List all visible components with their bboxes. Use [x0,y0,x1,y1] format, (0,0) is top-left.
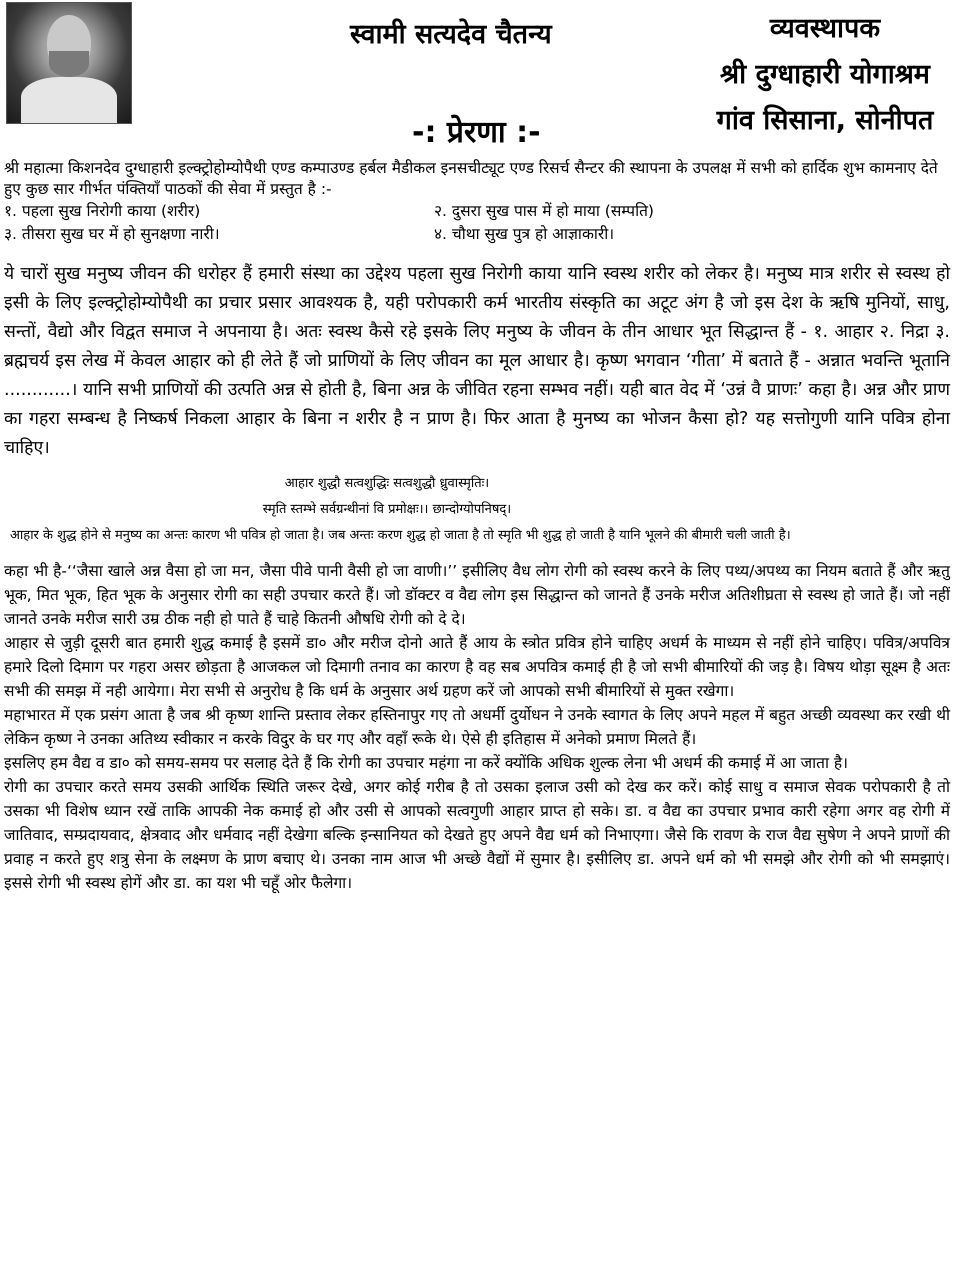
sukh-item-1: १. पहला सुख निरोगी काया (शरीर) [4,202,201,220]
article-body [4,158,950,895]
sukh-item-2: २. दुसरा सुख पास में हो माया (सम्पति) [434,202,654,220]
swami-name-title: स्वामी सत्यदेव चैतन्य [350,19,552,50]
portrait-beard [49,51,89,77]
manager-label: व्यवस्थापक [769,13,881,44]
ashram-location: गांव सिसाना, सोनीपत [716,105,934,136]
prerna-heading: -: प्रेरणा :- [412,115,541,150]
paragraph-3: महाभारत में एक प्रसंग आता है जब श्री कृष्ण शान्ति प्रस्ताव लेकर हस्तिनापुर गए तो अधर्मी दुर्योधन ने उनके स्वागत के लिए अपने महल में बहुत अच्छी व्यवस्था कर रखी थी लेकिन कृष्ण ने उनका अतिथ्य स्वीकार न करके विदुर के घर गए और वहाँ रूके थे। ऐसे ही इतिहास में अनेको प्रमाण मिलते हैं। [4,706,950,748]
sanskrit-verses [4,471,950,523]
body-paragraphs [4,559,950,895]
portrait-photo [6,2,132,124]
verse-line-2: स्मृति स्तम्भे सर्वग्रन्थीनां वि प्रमोक्षः।। छान्दोग्योपनिषद्। [262,502,512,517]
ashram-name: श्री दुग्धाहारी योगाश्रम [720,59,930,90]
sukh-item-4: ४. चौथा सुख पुत्र हो आज्ञाकारी। [434,225,615,243]
four-sukh-list [4,200,950,246]
sukh-item-3: ३. तीसरा सुख घर में हो सुनक्षणा नारी। [4,225,220,243]
paragraph-4: इसलिए हम वैद्य व डा० को समय-समय पर सलाह देते हैं कि रोगी का उपचार महंगा ना करें क्योंकि अधिक शुल्क लेना भी अधर्म की कमाई में आ जाता है। [4,754,849,772]
paragraph-1: कहा भी है-‘‘जैसा खाले अन्न वैसा हो जा मन, जैसा पीवे पानी वैसी हो जा वाणी।’’ इसीलिए वैध लोग रोगी को स्वस्थ करने के लिए पथ्य/अपथ्य का नियम बताते हैं और ऋतु भूक, मित भूक, हित भूक के अनुसार रोगी का सही उपचार करते हैं। जो डॉक्टर व वैद्य लोग इस सिद्धान्त को जानते हैं उनके मरीज अतिशीघ्रता से स्वस्थ हो जाते हैं। जो नहीं जानते उनके मरीज सारी उम्र ठीक नही हो पाते हैं चाहे कितनी औषधि रोगी को दे दे। [4,562,950,628]
manager-block [700,6,950,144]
verse-line-1: आहार शुद्धौ सत्वशुद्धिः सत्वशुद्धौ ध्रुवास्मृतिः। [284,476,490,491]
paragraph-5: रोगी का उपचार करते समय उसकी आर्थिक स्थिति जरूर देखे, अगर कोई गरीब है तो उसका इलाज उसी को देख कर करें। कोई साधु व समाज सेवक परोपकारी है तो उसका भी विशेष ध्यान रखें ताकि आपकी नेक कमाई हो और उसी से आपको सत्वगुणी आहार प्राप्त हो सके। डा. व वैद्य का उपचार प्रभाव कारी रहेगा अगर वह रोगी में जातिवाद, सम्प्रदायवाद, क्षेत्रवाद और धर्मवाद नहीं देखेगा बल्कि इन्सानियत को देखते हुए अपने वैद्य धर्म को निभाएगा। जैसे कि रावण के राज वैद्य सुषेण ने अपने प्राणों की प्रवाह न करते हुए शत्रु सेना के लक्ष्मण के प्राण बचाए थे। उनका नाम आज भी अच्छे वैद्यों में सुमार है। इसीलिए डा. अपने धर्म को भी समझे और रोगी को भी समझाएं। इससे रोगी भी स्वस्थ होगें और डा. का यश भी चहूँ ओर फैलेगा। [4,778,950,892]
paragraph-2: आहार से जुड़ी दूसरी बात हमारी शुद्ध कमाई है इसमें डा० और मरीज दोनो आते हैं आय के स्त्रोत प्रवित्र होने चाहिए अधर्म के माध्यम से नहीं होने चाहिए। पवित्र/अपवित्र हमारे दिलो दिमाग पर गहरा असर छोड़ता है आजकल जो दिमागी तनाव का कारण है वह सब अपवित्र कमाई ही है जो सभी बीमारियों की जड़ है। विषय थोड़ा सूक्ष्म है अतः सभी की समझ में नही आयेगा। मेरा सभी से अनुरोध है कि धर्म के अनुसार अर्थ ग्रहण करें जो आपको सभी बीमारियों से मुक्त रखेगा। [4,634,950,700]
intro-paragraph: श्री महात्मा किशनदेव दुग्धाहारी इल्क्ट्रोहोम्योपैथी एण्ड कम्पाउण्ड हर्बल मैडीकल इनसचीट्यूट एण्ड रिसर्च सैन्टर की स्थापना के उपलक्ष में सभी को हार्दिक शुभ कामनाए देते हुए कुछ सार गीर्भत पंक्तियाँ पाठकों की सेवा में प्रस्तुत है :- [4,159,938,198]
main-paragraph: ये चारों सुख मनुष्य जीवन की धरोहर हैं हमारी संस्था का उद्देश्य पहला सुख निरोगी काया यानि स्वस्थ शरीर को लेकर है। मनुष्य मात्र शरीर से स्वस्थ हो इसी के लिए इल्क्ट्रोहोम्योपैथी का प्रचार प्रसार आवश्यक है, यही परोपकारी कर्म भारतीय संस्कृति का अटूट अंग है जो इस देश के ऋषि मुनियों, साधु, सन्तों, वैद्यो और विद्वत समाज ने अपनाया है। अतः स्वस्थ कैसे रहे इसके लिए मनुष्य के जीवन के तीन आधार भूत सिद्धान्त हैं - १. आहार २. निद्रा ३. ब्रह्मचर्य इस लेख में केवल आहार को ही लेते हैं जो प्राणियों के लिए जीवन का मूल आधार है। कृष्ण भगवान ‘गीता’ में बताते हैं - अन्नात भवन्ति भूतानि ............। यानि सभी प्राणियों की उत्पति अन्न से होती है, बिना अन्न के जीवित रहना सम्भव नहीं। यही बात वेद में ‘उन्नं वै प्राणः’ कहा है। अन्न और प्राण का गहरा सम्बन्ध है निष्कर्ष निकला आहार के बिना न शरीर है न प्राण है। फिर आता है मुनष्य का भोजन कैसा हो? यह सत्तोगुणी यानि पवित्र होना चाहिए। [4,264,950,458]
portrait-body [21,77,117,124]
verse-meaning: आहार के शुद्ध होने से मनुष्य का अन्तः कारण भी पवित्र हो जाता है। जब अन्तः करण शुद्ध हो जाता है तो स्मृति भी शुद्ध हो जाती है यानि भूलने की बीमारी चली जाती है। [10,528,791,543]
